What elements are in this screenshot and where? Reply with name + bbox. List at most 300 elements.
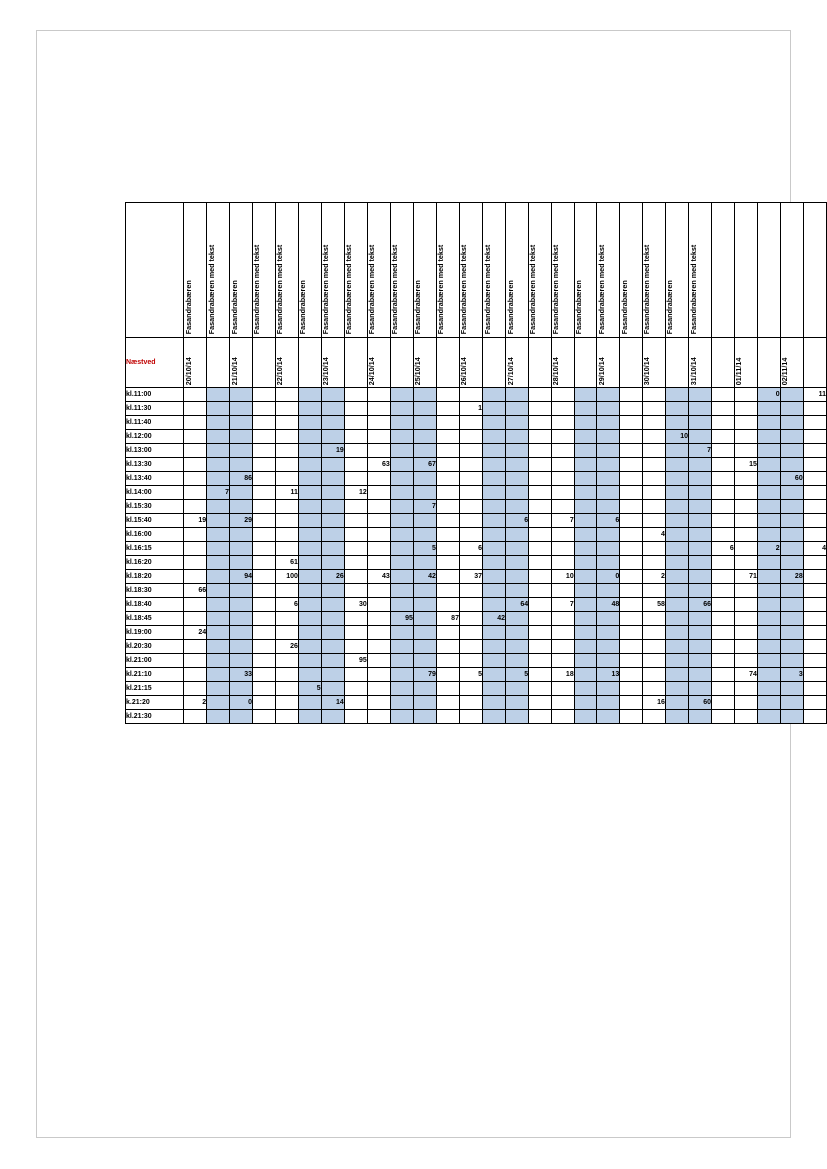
- data-cell: [551, 640, 574, 654]
- data-cell: [734, 416, 757, 430]
- data-cell: [459, 388, 482, 402]
- table-row: [126, 598, 827, 612]
- table-row: [126, 570, 827, 584]
- column-header-19: [620, 203, 643, 338]
- data-cell: 30: [344, 598, 367, 612]
- data-cell: [506, 444, 529, 458]
- data-cell: [436, 626, 459, 640]
- data-cell: [230, 486, 253, 500]
- data-cell: [597, 710, 620, 724]
- data-cell: [344, 472, 367, 486]
- data-cell: [321, 598, 344, 612]
- data-cell: [390, 654, 413, 668]
- column-header-label: Fasandrabæren: [505, 280, 515, 334]
- data-cell: [344, 710, 367, 724]
- data-cell: [734, 514, 757, 528]
- data-cell: [757, 654, 780, 668]
- data-cell: [620, 500, 643, 514]
- data-cell: [506, 654, 529, 668]
- column-date-6: [321, 338, 344, 388]
- data-cell: [597, 542, 620, 556]
- data-cell: 58: [642, 598, 665, 612]
- data-cell: [780, 388, 803, 402]
- data-cell: [665, 710, 688, 724]
- data-cell: [574, 668, 597, 682]
- column-date-16: [551, 338, 574, 388]
- data-cell: 2: [184, 696, 207, 710]
- data-cell: [184, 682, 207, 696]
- data-cell: [253, 514, 276, 528]
- data-cell: [574, 598, 597, 612]
- data-cell: [184, 542, 207, 556]
- data-cell: [413, 444, 436, 458]
- data-cell: [321, 514, 344, 528]
- data-cell: [207, 556, 230, 570]
- row-time-label: kl.21:00: [126, 654, 184, 668]
- data-cell: [344, 696, 367, 710]
- data-cell: [436, 472, 459, 486]
- data-cell: [436, 444, 459, 458]
- data-cell: [459, 696, 482, 710]
- data-cell: [529, 388, 552, 402]
- data-cell: [436, 402, 459, 416]
- row-time-label: kl.11:40: [126, 416, 184, 430]
- data-cell: [436, 570, 459, 584]
- data-cell: [642, 416, 665, 430]
- data-cell: [253, 640, 276, 654]
- data-cell: [184, 654, 207, 668]
- column-date-2: [230, 338, 253, 388]
- data-cell: [665, 612, 688, 626]
- data-cell: [551, 500, 574, 514]
- column-date-21: [665, 338, 688, 388]
- data-cell: 48: [597, 598, 620, 612]
- data-cell: [665, 570, 688, 584]
- data-cell: [551, 472, 574, 486]
- data-cell: [184, 598, 207, 612]
- data-cell: [506, 402, 529, 416]
- data-cell: [712, 416, 735, 430]
- data-cell: 26: [321, 570, 344, 584]
- data-cell: [367, 486, 390, 500]
- data-cell: [803, 696, 826, 710]
- data-cell: [436, 556, 459, 570]
- table-row: [126, 640, 827, 654]
- data-cell: [803, 402, 826, 416]
- column-header-label: Fasandrabæren med tekst: [206, 244, 216, 334]
- data-cell: [551, 612, 574, 626]
- data-cell: [367, 556, 390, 570]
- data-cell: [712, 612, 735, 626]
- data-cell: [529, 444, 552, 458]
- data-cell: [436, 514, 459, 528]
- data-cell: [367, 626, 390, 640]
- data-cell: [780, 528, 803, 542]
- data-cell: [230, 710, 253, 724]
- data-cell: [275, 542, 298, 556]
- data-cell: [483, 626, 506, 640]
- data-cell: [734, 626, 757, 640]
- column-header-label: Fasandrabæren med tekst: [344, 244, 354, 334]
- data-cell: [321, 430, 344, 444]
- data-cell: [620, 542, 643, 556]
- data-cell: [344, 514, 367, 528]
- data-cell: [344, 612, 367, 626]
- data-cell: [184, 556, 207, 570]
- data-cell: [184, 430, 207, 444]
- data-cell: [298, 430, 321, 444]
- data-cell: [574, 584, 597, 598]
- data-cell: [803, 528, 826, 542]
- data-cell: [574, 500, 597, 514]
- data-cell: 19: [321, 444, 344, 458]
- data-cell: [390, 710, 413, 724]
- data-cell: [298, 668, 321, 682]
- data-cell: 61: [275, 556, 298, 570]
- table-row: [126, 710, 827, 724]
- column-header-8: [367, 203, 390, 338]
- data-cell: [734, 472, 757, 486]
- data-cell: [459, 626, 482, 640]
- data-cell: [551, 542, 574, 556]
- data-cell: [597, 640, 620, 654]
- data-cell: [642, 500, 665, 514]
- data-cell: [275, 612, 298, 626]
- data-cell: [298, 486, 321, 500]
- column-header-15: [529, 203, 552, 338]
- data-cell: 79: [413, 668, 436, 682]
- data-cell: [642, 556, 665, 570]
- data-cell: [253, 570, 276, 584]
- data-cell: [367, 696, 390, 710]
- data-cell: [506, 430, 529, 444]
- data-cell: [344, 570, 367, 584]
- data-cell: [253, 500, 276, 514]
- data-cell: [184, 388, 207, 402]
- data-cell: [413, 402, 436, 416]
- data-cell: [574, 682, 597, 696]
- data-cell: [253, 556, 276, 570]
- data-cell: [665, 528, 688, 542]
- data-cell: [529, 486, 552, 500]
- data-cell: [184, 710, 207, 724]
- column-date-label: 22/10/14: [275, 357, 285, 385]
- data-cell: [574, 402, 597, 416]
- row-time-label: kl.15:30: [126, 500, 184, 514]
- data-cell: [253, 444, 276, 458]
- data-cell: [803, 458, 826, 472]
- data-cell: [757, 696, 780, 710]
- data-cell: [780, 682, 803, 696]
- data-cell: [688, 402, 711, 416]
- data-cell: [207, 500, 230, 514]
- schedule-table-wrap: [125, 202, 827, 724]
- data-cell: [344, 626, 367, 640]
- data-cell: [413, 584, 436, 598]
- data-cell: [459, 556, 482, 570]
- data-cell: [321, 556, 344, 570]
- data-cell: [207, 584, 230, 598]
- data-cell: [321, 682, 344, 696]
- data-cell: [529, 556, 552, 570]
- data-cell: 100: [275, 570, 298, 584]
- data-cell: [803, 444, 826, 458]
- data-cell: [529, 612, 552, 626]
- data-cell: [184, 402, 207, 416]
- data-cell: [529, 682, 552, 696]
- data-cell: [551, 458, 574, 472]
- data-cell: [253, 542, 276, 556]
- data-cell: [367, 514, 390, 528]
- data-cell: [184, 416, 207, 430]
- column-header-23: [712, 203, 735, 338]
- column-date-11: [436, 338, 459, 388]
- data-cell: [529, 542, 552, 556]
- data-cell: [207, 710, 230, 724]
- data-cell: [230, 542, 253, 556]
- data-cell: 37: [459, 570, 482, 584]
- data-cell: [436, 584, 459, 598]
- data-cell: [688, 710, 711, 724]
- data-cell: [688, 514, 711, 528]
- data-cell: [712, 626, 735, 640]
- data-cell: [642, 542, 665, 556]
- data-cell: [253, 528, 276, 542]
- data-cell: [574, 528, 597, 542]
- data-cell: [321, 472, 344, 486]
- data-cell: [413, 528, 436, 542]
- data-cell: [620, 486, 643, 500]
- data-cell: [506, 486, 529, 500]
- data-cell: [642, 710, 665, 724]
- data-cell: 3: [780, 668, 803, 682]
- data-cell: [506, 640, 529, 654]
- data-cell: 7: [688, 444, 711, 458]
- data-cell: [483, 584, 506, 598]
- data-cell: 7: [207, 486, 230, 500]
- data-cell: 71: [734, 570, 757, 584]
- data-cell: [459, 612, 482, 626]
- data-cell: [413, 598, 436, 612]
- data-cell: [803, 612, 826, 626]
- data-cell: 19: [184, 514, 207, 528]
- data-cell: [344, 682, 367, 696]
- column-header-16: [551, 203, 574, 338]
- table-row: [126, 682, 827, 696]
- data-cell: [665, 556, 688, 570]
- data-cell: [757, 556, 780, 570]
- data-cell: [597, 696, 620, 710]
- data-cell: [712, 556, 735, 570]
- data-cell: [207, 640, 230, 654]
- data-cell: [803, 472, 826, 486]
- data-cell: [780, 416, 803, 430]
- data-cell: [506, 472, 529, 486]
- data-cell: [665, 654, 688, 668]
- data-cell: [734, 430, 757, 444]
- data-cell: [688, 626, 711, 640]
- data-cell: [574, 430, 597, 444]
- data-cell: [780, 458, 803, 472]
- data-cell: [207, 612, 230, 626]
- data-cell: [483, 486, 506, 500]
- data-cell: [483, 682, 506, 696]
- data-cell: [620, 654, 643, 668]
- data-cell: 1: [459, 402, 482, 416]
- data-cell: [620, 458, 643, 472]
- data-cell: [344, 402, 367, 416]
- data-cell: [757, 668, 780, 682]
- data-cell: [712, 458, 735, 472]
- data-cell: [230, 430, 253, 444]
- data-cell: [642, 668, 665, 682]
- row-time-label: kl.16:15: [126, 542, 184, 556]
- header-row-labels: [126, 203, 827, 338]
- data-cell: [253, 472, 276, 486]
- data-cell: [459, 528, 482, 542]
- data-cell: [734, 528, 757, 542]
- row-time-label: kl.13:30: [126, 458, 184, 472]
- data-cell: 95: [390, 612, 413, 626]
- data-cell: [390, 584, 413, 598]
- data-cell: [483, 430, 506, 444]
- data-cell: [688, 556, 711, 570]
- data-cell: [734, 444, 757, 458]
- data-cell: [734, 486, 757, 500]
- data-cell: [529, 472, 552, 486]
- data-cell: [459, 486, 482, 500]
- column-date-25: [757, 338, 780, 388]
- data-cell: [367, 542, 390, 556]
- column-date-label: 21/10/14: [229, 357, 239, 385]
- data-cell: [275, 696, 298, 710]
- data-cell: [529, 710, 552, 724]
- data-cell: [390, 668, 413, 682]
- data-cell: [642, 682, 665, 696]
- data-cell: [665, 458, 688, 472]
- data-cell: [483, 472, 506, 486]
- data-cell: [230, 654, 253, 668]
- data-cell: 13: [597, 668, 620, 682]
- row-time-label: kl.16:20: [126, 556, 184, 570]
- data-cell: [344, 430, 367, 444]
- data-cell: [665, 444, 688, 458]
- data-cell: [574, 696, 597, 710]
- data-cell: 10: [665, 430, 688, 444]
- data-cell: [207, 626, 230, 640]
- data-cell: [642, 444, 665, 458]
- data-cell: [413, 416, 436, 430]
- data-cell: [483, 514, 506, 528]
- data-cell: [574, 444, 597, 458]
- data-cell: [712, 696, 735, 710]
- column-date-label: 24/10/14: [367, 357, 377, 385]
- data-cell: [529, 514, 552, 528]
- data-cell: 5: [298, 682, 321, 696]
- data-cell: [734, 710, 757, 724]
- data-cell: [230, 612, 253, 626]
- column-date-18: [597, 338, 620, 388]
- data-cell: [321, 542, 344, 556]
- data-cell: 60: [688, 696, 711, 710]
- data-cell: [253, 612, 276, 626]
- data-cell: [390, 696, 413, 710]
- data-cell: 6: [506, 514, 529, 528]
- data-cell: [506, 528, 529, 542]
- data-cell: 6: [275, 598, 298, 612]
- data-cell: [230, 500, 253, 514]
- column-header-0: [184, 203, 207, 338]
- data-cell: [803, 710, 826, 724]
- data-cell: [780, 598, 803, 612]
- data-cell: [597, 444, 620, 458]
- data-cell: [413, 640, 436, 654]
- data-cell: [253, 486, 276, 500]
- data-cell: [367, 388, 390, 402]
- data-cell: 11: [803, 388, 826, 402]
- data-cell: [483, 710, 506, 724]
- data-cell: [298, 696, 321, 710]
- data-cell: [459, 640, 482, 654]
- data-cell: 11: [275, 486, 298, 500]
- data-cell: [413, 612, 436, 626]
- data-cell: [230, 388, 253, 402]
- data-cell: [275, 514, 298, 528]
- data-cell: [436, 388, 459, 402]
- data-cell: [506, 570, 529, 584]
- data-cell: [780, 696, 803, 710]
- data-cell: [642, 472, 665, 486]
- data-cell: [506, 710, 529, 724]
- table-row: [126, 486, 827, 500]
- data-cell: [298, 556, 321, 570]
- column-date-24: [734, 338, 757, 388]
- data-cell: [803, 430, 826, 444]
- data-cell: [551, 556, 574, 570]
- row-time-label: kl.18:40: [126, 598, 184, 612]
- data-cell: 5: [459, 668, 482, 682]
- data-cell: [688, 654, 711, 668]
- data-cell: [597, 416, 620, 430]
- data-cell: [436, 542, 459, 556]
- column-date-label: 25/10/14: [413, 357, 423, 385]
- column-header-27: [803, 203, 826, 338]
- data-cell: [344, 388, 367, 402]
- data-cell: [665, 668, 688, 682]
- data-cell: [734, 598, 757, 612]
- data-cell: 42: [413, 570, 436, 584]
- data-cell: [298, 514, 321, 528]
- data-cell: [298, 612, 321, 626]
- data-cell: [734, 500, 757, 514]
- data-cell: 86: [230, 472, 253, 486]
- data-cell: [574, 570, 597, 584]
- data-cell: [230, 556, 253, 570]
- data-cell: [780, 654, 803, 668]
- data-cell: [483, 640, 506, 654]
- data-cell: [642, 430, 665, 444]
- data-cell: [597, 626, 620, 640]
- data-cell: [436, 710, 459, 724]
- table-row: [126, 472, 827, 486]
- row-time-label: kl.16:00: [126, 528, 184, 542]
- data-cell: 14: [321, 696, 344, 710]
- column-date-19: [620, 338, 643, 388]
- data-cell: 0: [757, 388, 780, 402]
- data-cell: [298, 528, 321, 542]
- data-cell: [207, 388, 230, 402]
- column-header-label: Fasandrabæren med tekst: [390, 244, 400, 334]
